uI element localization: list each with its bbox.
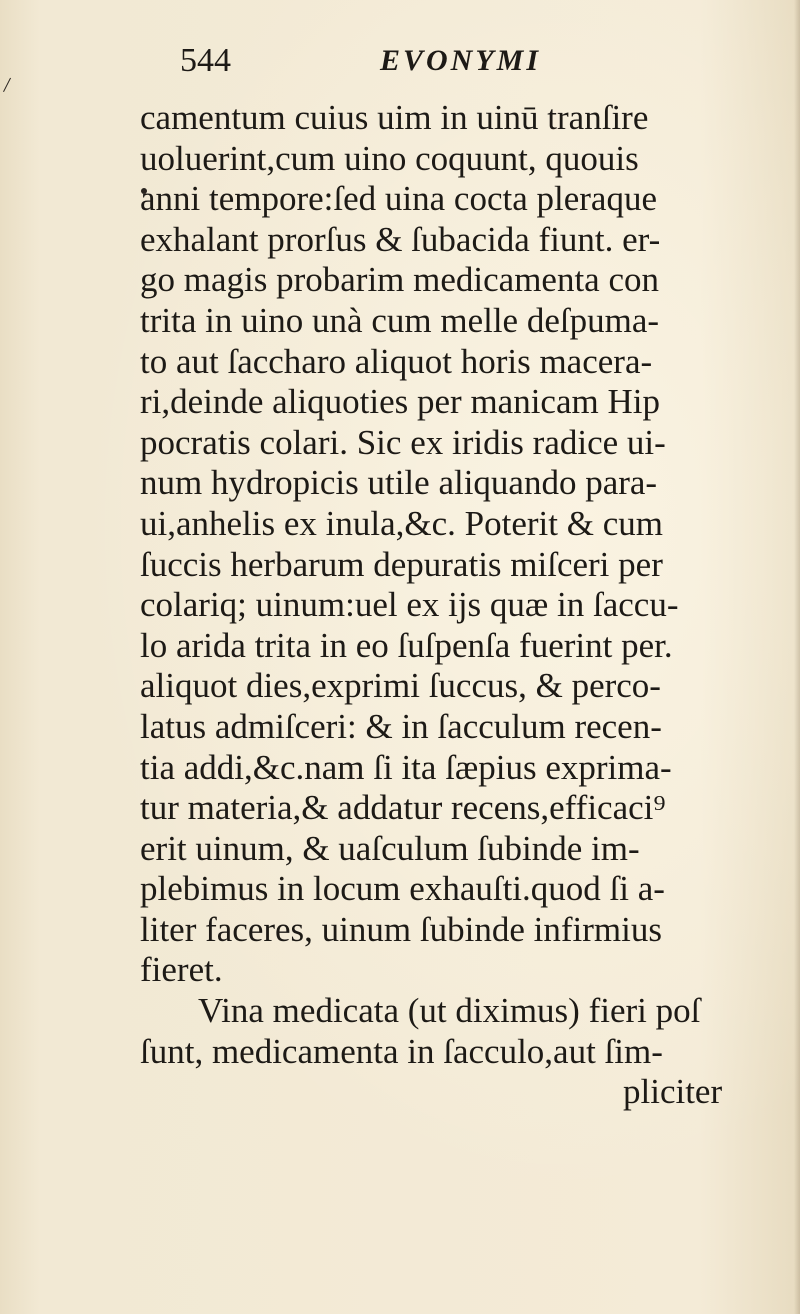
text-line: erit uinum, & uaſculum ſubinde im- [140,828,640,868]
text-line: anni tempore:ſed uina cocta pleraque [140,179,657,219]
catchword: pliciter [623,1072,723,1112]
margin-pen-mark: / [2,71,12,98]
text-line: num hydropicis utile aliquando para- [140,463,658,503]
text-line: pocratis colari. Sic ex iridis radice ui- [140,422,666,462]
text-line: latus admiſceri: & in ſacculum recen- [140,706,662,746]
text-line: exhalant prorſus & ſubacida fiunt. er- [140,219,661,259]
text-line: plebimus in locum exhauſti.quod ſi a- [140,869,665,909]
text-line: tia addi,&c.nam ſi ita ſæpius exprima- [140,747,672,787]
text-line: uoluerint,cum uino coquunt, quouis [140,138,639,178]
text-line: to aut ſaccharo aliquot horis macera- [140,341,653,381]
paragraph-first-line: Vina medicata (ut diximus) fieri poſ [198,991,701,1031]
text-line: ri,deinde aliquoties per manicam Hip [140,382,660,422]
text-line: colariq; uinum:uel ex ijs quæ in ſaccu- [140,585,679,625]
text-line: go magis probarim medicamenta con [140,260,660,300]
text-line: trita in uino unà cum melle deſpuma- [140,300,660,340]
text-line: ui,anhelis ex inula,&c. Poterit & cum [140,503,663,543]
page-header [180,38,600,88]
text-line: ſuccis herbarum depuratis miſceri per [140,544,663,584]
text-line: fieret. [140,950,223,990]
running-head: EVONYMI [380,44,542,77]
page-number: 544 [180,42,231,79]
text-line: liter faceres, uinum ſubinde infirmius [140,909,662,949]
text-line: lo arida trita in eo ſuſpenſa fuerint per. [140,625,673,665]
page-edge-shadow [794,0,800,1314]
text-line: tur materia,& addatur recens,efficaci⁹ [140,788,666,828]
text-line: aliquot dies,exprimi ſuccus, & perco- [140,666,661,706]
text-line: camentum cuius uim in uinū tranſire [140,98,649,137]
body-text [140,98,790,1113]
text-line: ſunt, medicamenta in ſacculo,aut ſim- [140,1031,663,1071]
